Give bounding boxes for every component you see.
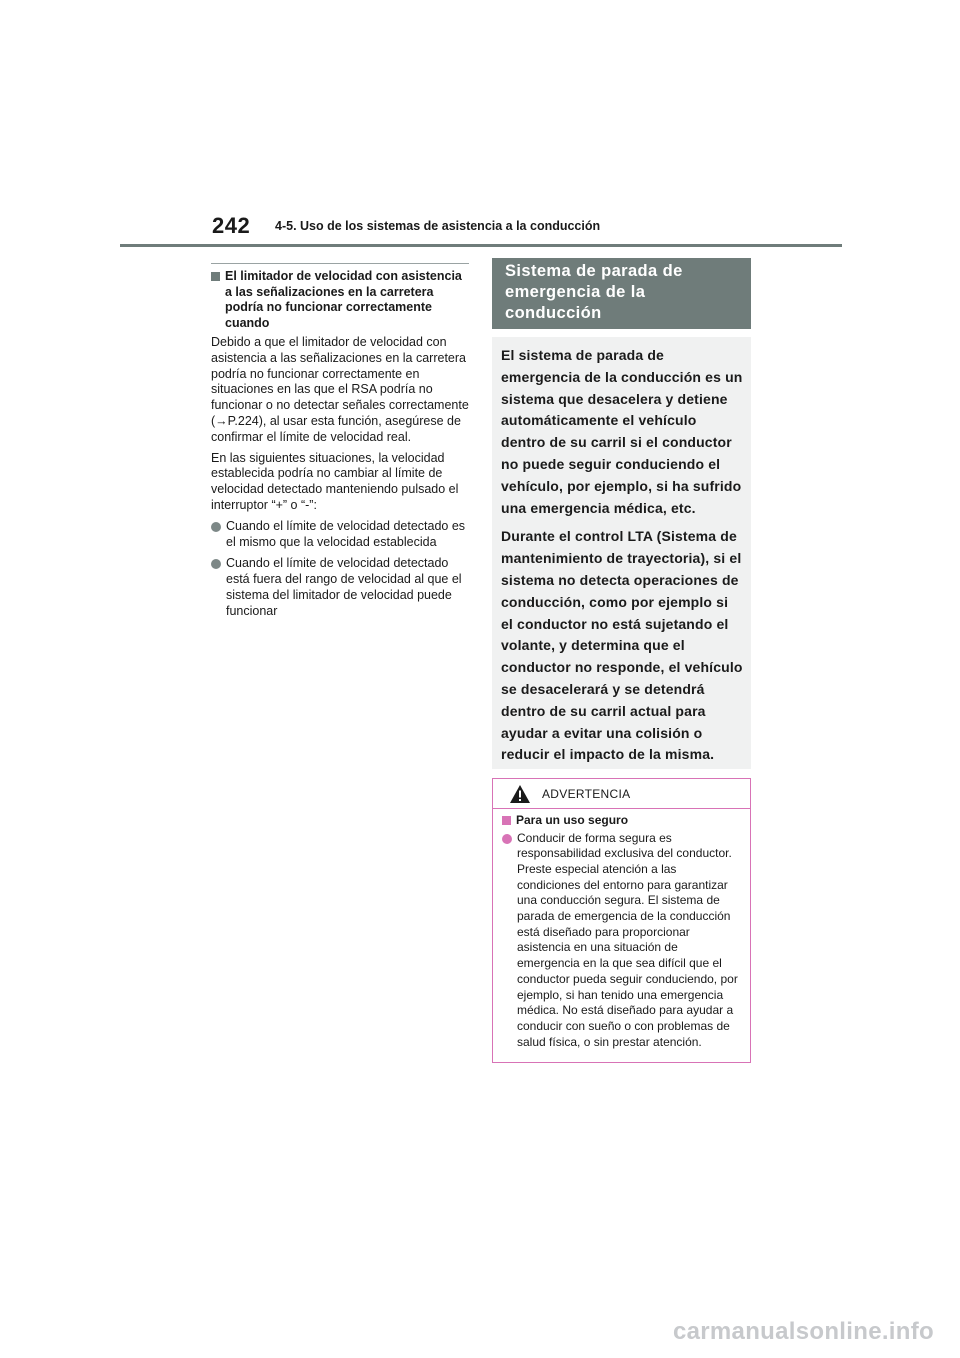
warning-box <box>492 778 751 1063</box>
summary-paragraph: El sistema de parada de emergencia de la conducción es un sistema que desacelera y detiene automáticamente el vehículo dentro de su carril si el conductor no puede seguir conduciendo el vehículo, por ejemplo, si ha sufrido una emergencia médica, etc. <box>501 347 743 516</box>
square-bullet-icon <box>211 272 220 281</box>
warning-subheading <box>502 813 742 829</box>
header-divider <box>120 244 842 247</box>
paragraph: En las siguientes situaciones, la velocidad establecida podría no cambiar al límite de velocidad detectado manteniendo pulsado el interruptor “+” o “-”: <box>211 450 459 512</box>
feature-title-box: Sistema de parada de emergencia de la conducción <box>492 258 751 329</box>
circle-bullet-icon <box>502 834 512 844</box>
circle-bullet-icon <box>211 522 221 532</box>
warning-list-item-text: Conducir de forma segura es responsabilidad exclusiva del conductor. Preste especial atención a las condiciones del entorno para garantizar una conducción segura. El sistema de parada de emergencia de la conducción está diseñado para proporcionar asistencia en una situación de emergencia en la que sea difícil que el conductor pueda seguir conduciendo, por ejemplo, si han tenido una emergencia médica. No está diseñado para ayudar a conducir con sueño o con problemas de salud física, o sin prestar atención. <box>517 830 738 1049</box>
warning-label: ADVERTENCIA <box>542 787 631 801</box>
list-item <box>211 556 469 619</box>
feature-summary-box <box>492 337 751 769</box>
summary-paragraph: Durante el control LTA (Sistema de mantenimiento de trayectoria), si el sistema no detecta operaciones de conducción, como por ejemplo si el conductor no está sujetando el volante, y determina que el conductor no responde, el vehículo se desacelerará y se detendrá dentro de su carril actual para ayudar a evitar una colisión o reducir el impacto de la misma. <box>501 528 743 763</box>
warning-header <box>493 779 750 809</box>
watermark: carmanualsonline.info <box>672 1318 934 1345</box>
subsection-heading <box>211 269 469 331</box>
page-number: 242 <box>212 213 251 238</box>
subsection-divider <box>211 263 469 264</box>
list-item <box>211 519 469 551</box>
section-title: 4-5. Uso de los sistemas de asistencia a la conducción <box>275 219 601 233</box>
warning-list-item <box>502 831 742 1051</box>
square-bullet-icon <box>502 816 511 825</box>
subsection-heading-text: El limitador de velocidad con asistencia a las señalizaciones en la carretera podría no funcionar correctamente cuando <box>225 269 462 330</box>
left-column <box>211 263 469 626</box>
list-item-text: Cuando el límite de velocidad detectado es el mismo que la velocidad establecida <box>226 518 466 549</box>
warning-triangle-icon <box>509 784 531 804</box>
paragraph: Debido a que el limitador de velocidad con asistencia a las señalizaciones en la carretera podría no funcionar correctamente en situaciones en las que el RSA podría no funcionar o no detectar señales correctamente (→P.224), al usar esta función, asegúrese de confirmar el límite de velocidad real. <box>211 335 469 444</box>
warning-body <box>493 809 750 1050</box>
circle-bullet-icon <box>211 559 221 569</box>
list-item-text: Cuando el límite de velocidad detectado está fuera del rango de velocidad al que el sistema del limitador de velocidad puede funcionar <box>226 556 462 618</box>
warning-subheading-text: Para un uso seguro <box>516 813 629 827</box>
